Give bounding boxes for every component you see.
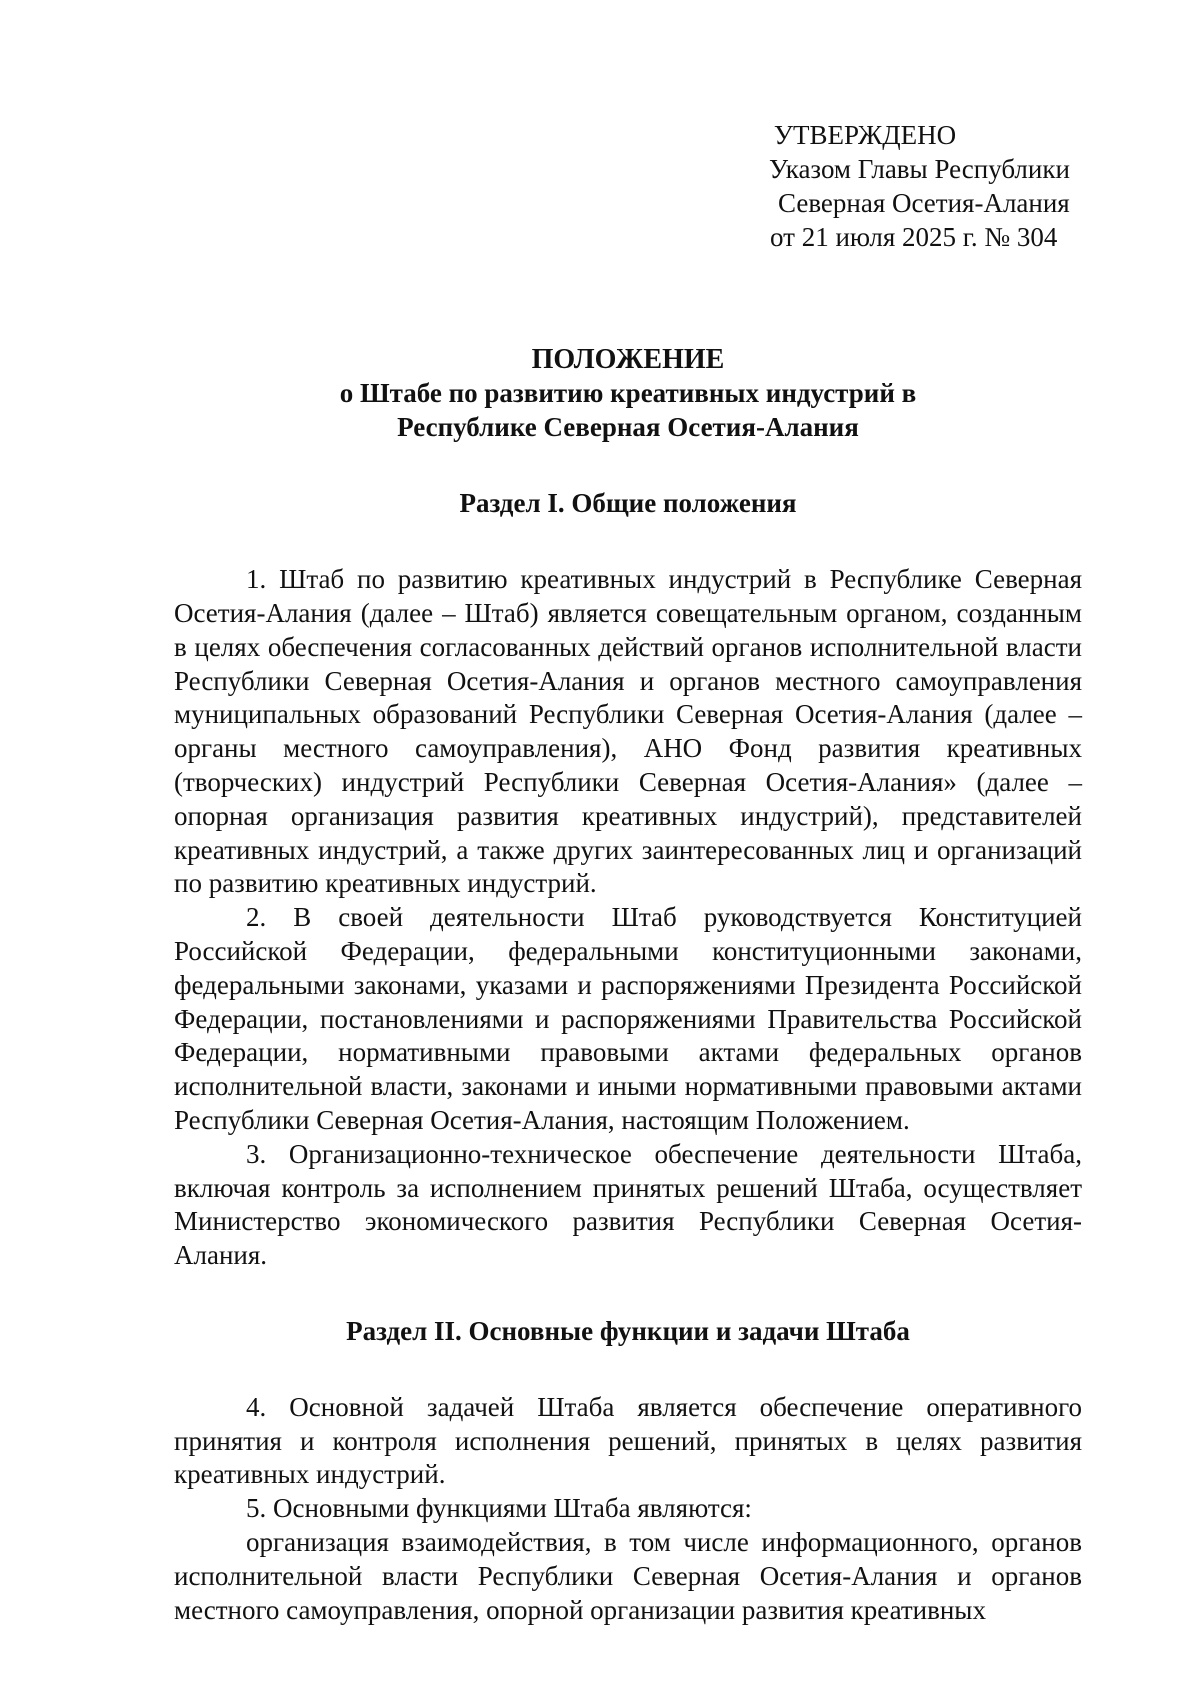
document-subtitle-line-2: Республике Северная Осетия-Алания	[397, 411, 859, 442]
paragraph-1: 1. Штаб по развитию креативных индустрий в Республике Северная Осетия-Алания (далее – Штаб) является совещательным органом, созданным в целях обеспечения согласованных действий органов исполнительной власти Республики Северная Осетия-Алания и органов местного самоуправления муниципальных образований Республики Северная Осетия-Алания (далее – органы местного самоуправления), АНО Фонд развития креативных (творческих) индустрий Республики Северная Осетия-Алания» (далее – опорная организация развития креативных индустрий), представителей креативных индустрий, а также других заинтересованных лиц и организаций по развитию креативных индустрий.	[174, 564, 1082, 899]
document-subtitle-line-1: о Штабе по развитию креативных индустрий в	[339, 377, 917, 408]
paragraph-2: 2. В своей деятельности Штаб руководствуется Конституцией Российской Федерации, федеральными конституционными законами, федеральными законами, указами и распоряжениями Президента Российской Федерации, постановлениями и распоряжениями Правительства Российской Федерации, нормативными правовыми актами федеральных органов исполнительной власти, законами и иными нормативными правовыми актами Республики Северная Осетия-Алания, настоящим Положением.	[174, 902, 1082, 1135]
paragraph-3: 3. Организационно-техническое обеспечение деятельности Штаба, включая контроль за исполнением принятых решений Штаба, осуществляет Министерство экономического развития Республики Северная Осетия-Алания.	[174, 1138, 1082, 1271]
approval-stamp-block	[720, 118, 1110, 254]
approval-line-decree: Указом Главы Республики	[769, 154, 1070, 184]
paragraph-5: 5. Основными функциями Штаба являются:	[246, 1493, 752, 1524]
approval-stamp: УТВЕРЖДЕНО	[773, 120, 957, 150]
approval-line-republic: Северная Осетия-Алания	[778, 188, 1070, 218]
paragraph-5-item: организация взаимодействия, в том числе информационного, органов исполнительной власти Республики Северная Осетия-Алания и органов местного самоуправления, опорной организации развития креативных	[174, 1526, 1082, 1625]
approval-line-date: от 21 июля 2025 г. № 304	[770, 222, 1058, 252]
section-1-heading: Раздел I. Общие положения	[459, 488, 797, 519]
document-title: ПОЛОЖЕНИЕ	[531, 344, 725, 375]
paragraph-4: 4. Основной задачей Штаба является обеспечение оперативного принятия и контроля исполнения решений, принятых в целях развития креативных индустрий.	[174, 1391, 1082, 1490]
document-body	[174, 343, 1082, 1627]
section-2-heading: Раздел II. Основные функции и задачи Штаба	[346, 1315, 910, 1346]
